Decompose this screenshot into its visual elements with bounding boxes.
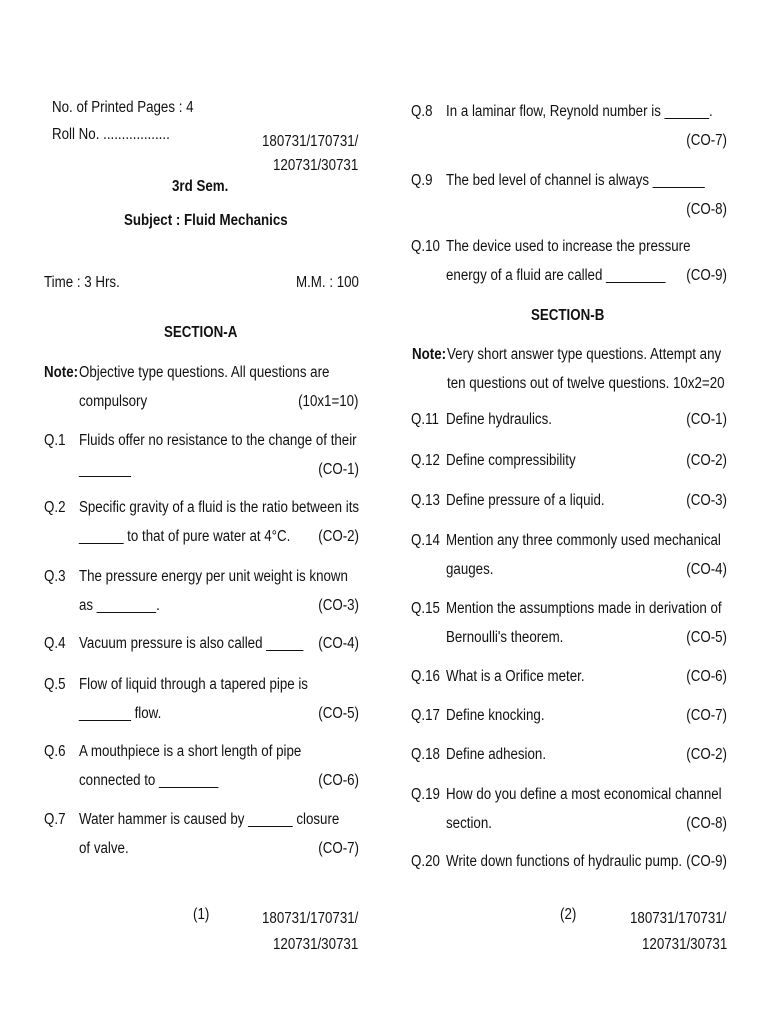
question-line-1 bbox=[446, 847, 727, 876]
course-outcome-tag: (CO-1) bbox=[318, 461, 359, 478]
question-number: Q.5 bbox=[44, 676, 66, 693]
question-text: _______ flow. bbox=[79, 705, 162, 722]
question-text: Specific gravity of a fluid is the ratio between its bbox=[79, 499, 360, 516]
question-text: The device used to increase the pressure bbox=[446, 238, 691, 255]
question-line-2 bbox=[79, 766, 359, 795]
course-outcome-tag: (CO-5) bbox=[686, 629, 727, 646]
course-outcome-tag: (CO-7) bbox=[686, 707, 727, 724]
semester: 3rd Sem. bbox=[172, 178, 229, 195]
question-line-1 bbox=[79, 426, 359, 455]
question-number: Q.2 bbox=[44, 499, 66, 516]
question-line-1 bbox=[446, 701, 727, 730]
question-text: as ________. bbox=[79, 597, 160, 614]
question-text: _______ bbox=[79, 461, 131, 478]
course-outcome-tag: (CO-8) bbox=[686, 815, 727, 832]
page-number-right: (2) bbox=[560, 906, 577, 923]
question-text: In a laminar flow, Reynold number is ______. bbox=[446, 103, 713, 120]
note-text-line2: compulsory (10x1=10) bbox=[79, 393, 359, 410]
page-number-left: (1) bbox=[193, 906, 210, 923]
question-text: gauges. bbox=[446, 561, 494, 578]
question-line-1 bbox=[446, 232, 727, 261]
question-text: Vacuum pressure is also called _____ bbox=[79, 635, 304, 652]
question-text: Flow of liquid through a tapered pipe is bbox=[79, 676, 308, 693]
question-text: Write down functions of hydraulic pump. bbox=[446, 853, 683, 870]
question-line-2 bbox=[446, 809, 727, 838]
question-number: Q.16 bbox=[411, 668, 440, 685]
question-number: Q.14 bbox=[411, 532, 440, 549]
question-line-2 bbox=[79, 522, 359, 551]
printed-pages: No. of Printed Pages : 4 bbox=[52, 99, 194, 116]
paper-code-line1: 180731/170731/ bbox=[262, 133, 359, 150]
section-b-note-label: Note: bbox=[412, 346, 447, 363]
course-outcome-tag: (CO-7) bbox=[318, 840, 359, 857]
note-text-line1: Objective type questions. All questions are bbox=[79, 364, 330, 381]
question-text: of valve. bbox=[79, 840, 129, 857]
question-number: Q.9 bbox=[411, 172, 433, 189]
question-number: Q.11 bbox=[411, 411, 439, 428]
course-outcome-tag: (CO-2) bbox=[318, 528, 359, 545]
question-line-1 bbox=[79, 493, 359, 522]
question-text: ______ to that of pure water at 4°C. bbox=[79, 528, 291, 545]
question-line-2 bbox=[446, 261, 727, 290]
question-text: Define knocking. bbox=[446, 707, 545, 724]
section-b-title: SECTION-B bbox=[531, 307, 605, 324]
course-outcome-tag: (CO-8) bbox=[686, 201, 727, 218]
course-outcome-tag: (CO-5) bbox=[318, 705, 359, 722]
course-outcome-tag: (CO-9) bbox=[686, 267, 727, 284]
question-line-1 bbox=[446, 662, 727, 691]
question-number: Q.7 bbox=[44, 811, 66, 828]
question-line-2 bbox=[446, 126, 727, 155]
course-outcome-tag: (CO-3) bbox=[686, 492, 727, 509]
question-line-2 bbox=[79, 699, 359, 728]
question-line-2 bbox=[79, 455, 359, 484]
course-outcome-tag: (CO-7) bbox=[686, 132, 727, 149]
question-number: Q.17 bbox=[411, 707, 440, 724]
question-line-1 bbox=[79, 805, 359, 834]
question-line-1 bbox=[446, 405, 727, 434]
course-outcome-tag: (CO-2) bbox=[686, 452, 727, 469]
question-text: What is a Orifice meter. bbox=[446, 668, 585, 685]
footer-code-right-line2: 120731/30731 bbox=[642, 936, 728, 953]
question-line-1 bbox=[79, 629, 359, 658]
question-line-1 bbox=[446, 526, 727, 555]
course-outcome-tag: (CO-2) bbox=[686, 746, 727, 763]
section-b-note-line1: Very short answer type questions. Attempt any bbox=[447, 346, 722, 363]
question-line-1 bbox=[446, 740, 727, 769]
course-outcome-tag: (CO-1) bbox=[686, 411, 727, 428]
question-line-2 bbox=[446, 195, 727, 224]
question-text: The pressure energy per unit weight is known bbox=[79, 568, 348, 585]
course-outcome-tag: (CO-9) bbox=[686, 853, 727, 870]
question-line-2 bbox=[79, 591, 359, 620]
question-text: The bed level of channel is always _______ bbox=[446, 172, 705, 189]
course-outcome-tag: (CO-3) bbox=[318, 597, 359, 614]
course-outcome-tag: (CO-6) bbox=[318, 772, 359, 789]
question-line-2 bbox=[79, 834, 359, 863]
question-text: Define compressibility bbox=[446, 452, 576, 469]
max-marks: M.M. : 100 bbox=[296, 274, 359, 291]
question-text: connected to ________ bbox=[79, 772, 219, 789]
question-line-1 bbox=[79, 562, 359, 591]
question-line-2 bbox=[446, 623, 727, 652]
question-line-2 bbox=[446, 555, 727, 584]
question-number: Q.18 bbox=[411, 746, 440, 763]
question-text: A mouthpiece is a short length of pipe bbox=[79, 743, 302, 760]
question-text: How do you define a most economical channel bbox=[446, 786, 722, 803]
footer-code-right-line1: 180731/170731/ bbox=[630, 910, 727, 927]
question-number: Q.4 bbox=[44, 635, 66, 652]
question-text: Water hammer is caused by ______ closure bbox=[79, 811, 340, 828]
question-line-1 bbox=[446, 780, 727, 809]
question-number: Q.3 bbox=[44, 568, 66, 585]
question-line-1 bbox=[79, 670, 359, 699]
question-text: Define hydraulics. bbox=[446, 411, 552, 428]
question-line-1 bbox=[446, 166, 727, 195]
question-text: energy of a fluid are called ________ bbox=[446, 267, 666, 284]
footer-code-left-line1: 180731/170731/ bbox=[262, 910, 359, 927]
question-text: Define pressure of a liquid. bbox=[446, 492, 605, 509]
question-number: Q.8 bbox=[411, 103, 433, 120]
question-number: Q.13 bbox=[411, 492, 440, 509]
question-line-1 bbox=[446, 446, 727, 475]
question-line-1 bbox=[446, 594, 727, 623]
roll-no: Roll No. .................. bbox=[52, 126, 170, 143]
question-line-1 bbox=[446, 97, 727, 126]
question-text: Fluids offer no resistance to the change of their bbox=[79, 432, 357, 449]
question-line-1 bbox=[79, 737, 359, 766]
section-a-title: SECTION-A bbox=[164, 324, 238, 341]
paper-code-line2: 120731/30731 bbox=[273, 157, 359, 174]
section-b-note-line2: ten questions out of twelve questions. 10x2=20 bbox=[447, 375, 725, 392]
note-label: Note: bbox=[44, 364, 79, 381]
question-text: Define adhesion. bbox=[446, 746, 547, 763]
course-outcome-tag: (CO-6) bbox=[686, 668, 727, 685]
question-text: Mention any three commonly used mechanical bbox=[446, 532, 721, 549]
course-outcome-tag: (CO-4) bbox=[318, 635, 359, 652]
question-text: Mention the assumptions made in derivation of bbox=[446, 600, 722, 617]
question-text: Bernoulli's theorem. bbox=[446, 629, 564, 646]
question-number: Q.20 bbox=[411, 853, 440, 870]
time: Time : 3 Hrs. bbox=[44, 274, 120, 291]
course-outcome-tag: (CO-4) bbox=[686, 561, 727, 578]
question-text: section. bbox=[446, 815, 492, 832]
question-line-1 bbox=[446, 486, 727, 515]
question-number: Q.1 bbox=[44, 432, 66, 449]
question-number: Q.12 bbox=[411, 452, 440, 469]
question-number: Q.15 bbox=[411, 600, 440, 617]
footer-code-left-line2: 120731/30731 bbox=[273, 936, 359, 953]
question-number: Q.6 bbox=[44, 743, 66, 760]
question-number: Q.19 bbox=[411, 786, 440, 803]
question-number: Q.10 bbox=[411, 238, 440, 255]
subject: Subject : Fluid Mechanics bbox=[124, 212, 288, 229]
